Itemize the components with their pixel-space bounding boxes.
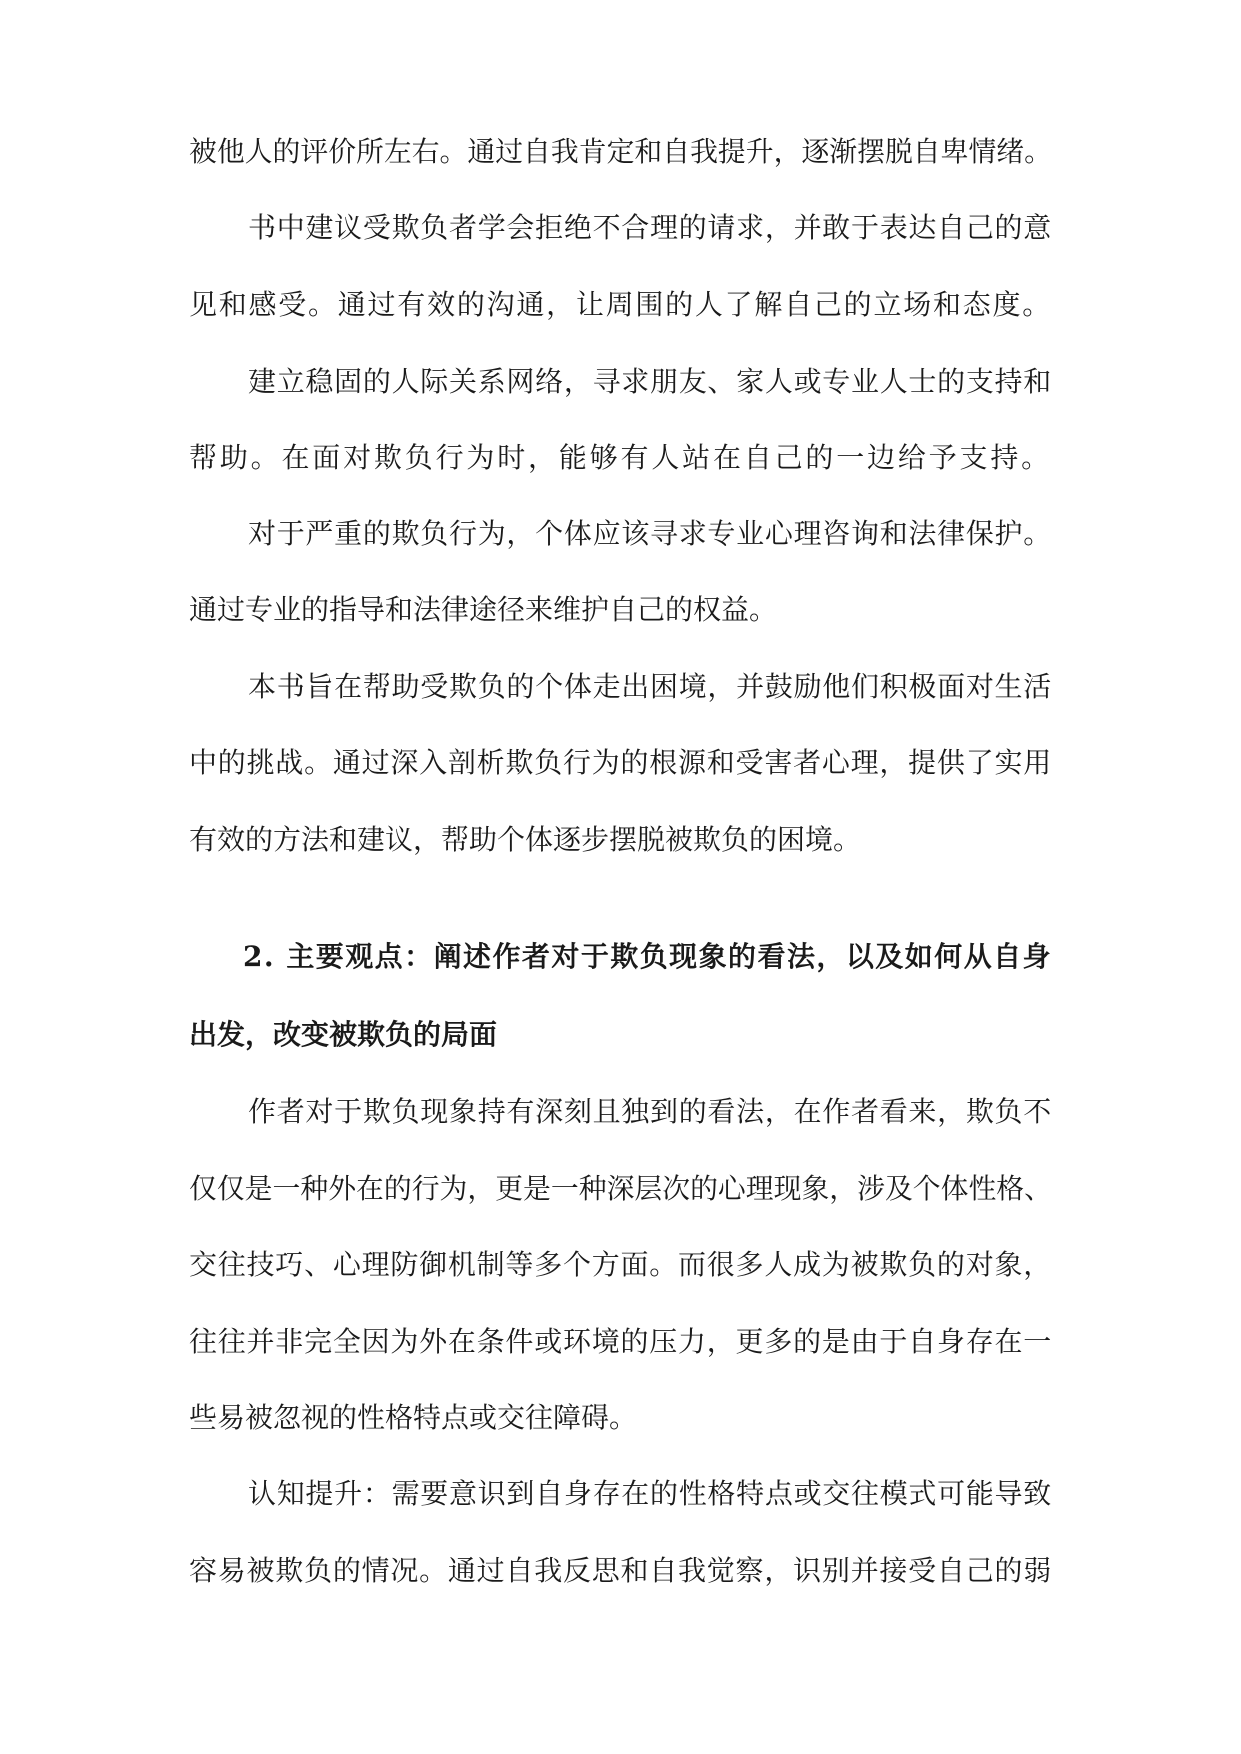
text-line [0, 1398, 1241, 1438]
line-text: 帮助。在面对欺负行为时，能够有人站在自己的一边给予支持。 [189, 441, 1052, 474]
text-line [0, 438, 1241, 478]
text-line [0, 1169, 1241, 1209]
line-text: 通过专业的指导和法律途径来维护自己的权益。 [189, 593, 778, 626]
line-text: 见和感受。通过有效的沟通，让周围的人了解自己的立场和态度。 [189, 288, 1052, 321]
line-text: 书中建议受欺负者学会拒绝不合理的请求，并敢于表达自己的意 [248, 211, 1052, 244]
line-text: 有效的方法和建议，帮助个体逐步摆脱被欺负的困境。 [189, 823, 862, 856]
line-text: 交往技巧、心理防御机制等多个方面。而很多人成为被欺负的对象， [189, 1248, 1052, 1281]
text-line [0, 667, 1241, 707]
text-line [0, 362, 1241, 402]
text-line [0, 1551, 1241, 1591]
section-heading-line [0, 1015, 1241, 1055]
text-line [0, 1092, 1241, 1132]
line-text: 建立稳固的人际关系网络，寻求朋友、家人或专业人士的支持和 [248, 365, 1052, 398]
section-heading-text: 2. 主要观点：阐述作者对于欺负现象的看法，以及如何从自身 [243, 940, 1052, 973]
line-text: 认知提升：需要意识到自身存在的性格特点或交往模式可能导致 [248, 1477, 1052, 1510]
line-text: 中的挑战。通过深入剖析欺负行为的根源和受害者心理，提供了实用 [189, 746, 1052, 779]
text-line [0, 1474, 1241, 1514]
section-heading-line [0, 937, 1241, 977]
text-line [0, 743, 1241, 783]
line-text: 仅仅是一种外在的行为，更是一种深层次的心理现象，涉及个体性格、 [189, 1172, 1052, 1205]
line-text: 容易被欺负的情况。通过自我反思和自我觉察，识别并接受自己的弱 [189, 1554, 1052, 1587]
line-text: 被他人的评价所左右。通过自我肯定和自我提升，逐渐摆脱自卑情绪。 [189, 135, 1052, 168]
text-line [0, 1322, 1241, 1362]
text-line [0, 514, 1241, 554]
text-line [0, 820, 1241, 860]
line-text: 本书旨在帮助受欺负的个体走出困境，并鼓励他们积极面对生活 [248, 670, 1052, 703]
line-text: 些易被忽视的性格特点或交往障碍。 [189, 1401, 638, 1434]
line-text: 往往并非完全因为外在条件或环境的压力，更多的是由于自身存在一 [189, 1325, 1052, 1358]
line-text: 作者对于欺负现象持有深刻且独到的看法，在作者看来，欺负不 [248, 1095, 1052, 1128]
text-line [0, 208, 1241, 248]
text-line [0, 1245, 1241, 1285]
section-heading-text: 出发，改变被欺负的局面 [189, 1018, 498, 1051]
text-line [0, 132, 1241, 172]
text-line [0, 590, 1241, 630]
text-line [0, 285, 1241, 325]
line-text: 对于严重的欺负行为，个体应该寻求专业心理咨询和法律保护。 [248, 517, 1052, 550]
